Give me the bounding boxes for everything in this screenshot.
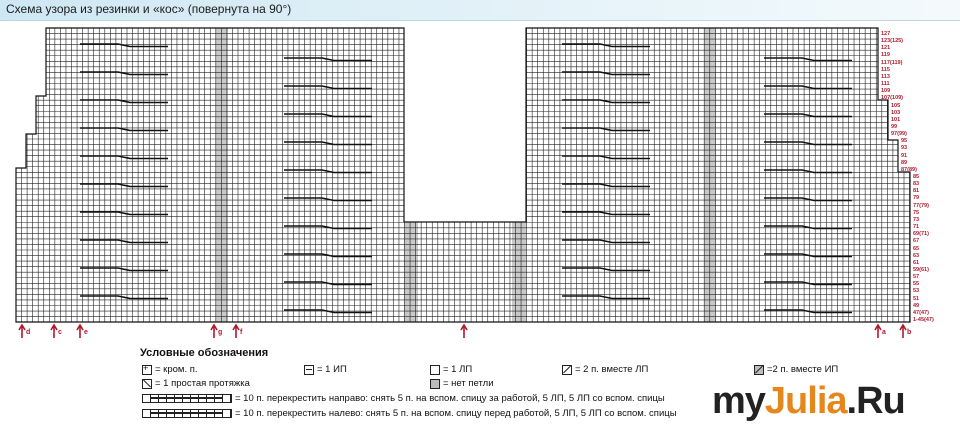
legend-text: = 10 п. перекрестить налево: снять 5 п. на вспом. спицу перед работой, 5 ЛП, 5 ЛП со вспом. спицы (235, 408, 677, 419)
row-number: 119 (881, 52, 890, 59)
legend-text: = 2 п. вместе ЛП (575, 364, 649, 375)
legend-item-no-stitch (430, 378, 494, 389)
knit-stitch-icon (430, 365, 440, 375)
logo-prefix: my (712, 380, 765, 422)
p2tog-icon (754, 365, 764, 375)
legend-text: = кром. п. (155, 364, 198, 375)
row-number: 123(125) (881, 38, 904, 45)
row-number: 77(79) (913, 202, 929, 209)
column-marker-label: a (882, 329, 886, 336)
cable-cross (764, 114, 852, 117)
row-number: 87(89) (901, 166, 917, 173)
column-marker-label: b (907, 329, 912, 336)
cable-cross (284, 226, 372, 229)
row-number: 55 (913, 281, 920, 288)
column-marker-label: g (218, 329, 223, 336)
row-number: 61 (913, 259, 920, 266)
cable-cross (764, 226, 852, 229)
legend-item-purl (304, 364, 347, 375)
row-number: 73 (913, 216, 920, 223)
logo-suffix: .Ru (846, 380, 905, 422)
row-number: 57 (913, 274, 920, 281)
column-arrow (51, 325, 57, 338)
row-number: 113 (881, 73, 890, 80)
row-number: 101 (891, 116, 901, 123)
row-number: 63 (913, 252, 920, 259)
row-number: 117(119) (881, 59, 903, 66)
row-number: 95 (901, 138, 908, 145)
k2tog-icon (562, 365, 572, 375)
row-number: 59(61) (913, 266, 929, 273)
legend-title: Условные обозначения (140, 347, 269, 359)
row-number: 83 (913, 181, 920, 188)
row-number: 79 (913, 195, 920, 202)
row-number: 91 (901, 152, 908, 159)
row-number: 121 (881, 45, 891, 52)
cable-cross (284, 114, 372, 117)
cable-cross (562, 184, 650, 187)
row-number: 111 (881, 81, 890, 88)
row-number: 53 (913, 288, 920, 295)
cable-cross (562, 128, 650, 131)
logo-accent: Julia (764, 380, 847, 422)
row-number: 85 (913, 174, 920, 180)
legend-item-edge (142, 364, 198, 375)
row-number: 69(71) (913, 231, 929, 238)
cable-cross (764, 86, 852, 89)
column-arrow (900, 325, 906, 338)
row-number: 103 (891, 109, 901, 116)
column-arrow (77, 325, 83, 338)
legend-text: =2 п. вместе ИП (767, 364, 839, 375)
column-marker-label: f (240, 329, 243, 336)
row-number: 1-45(47) (913, 317, 934, 323)
row-number: 49 (913, 302, 920, 309)
column-arrow (461, 325, 467, 338)
edge-stitch-icon (142, 365, 152, 375)
slip-pass-icon (142, 379, 152, 389)
column-arrow (211, 325, 217, 338)
cable-right-icon (142, 394, 232, 403)
watermark-logo (712, 380, 905, 423)
row-number: 75 (913, 209, 920, 216)
column-arrow (233, 325, 239, 338)
cable-cross (562, 156, 650, 159)
legend-text: = нет петли (443, 378, 494, 389)
row-number: 99 (891, 123, 898, 130)
row-number: 89 (901, 159, 908, 166)
chart-title: Схема узора из резинки и «кос» (повернута на 90°) (6, 2, 292, 16)
legend-item-knit (430, 364, 472, 375)
column-arrow (875, 325, 881, 338)
legend-item-k2tog (562, 364, 648, 375)
legend-item-p2tog (754, 364, 838, 375)
cable-cross (284, 142, 372, 145)
cable-cross (284, 58, 372, 61)
column-marker-label: e (84, 329, 88, 336)
legend-text: = 1 ЛП (443, 364, 473, 375)
cable-left-icon (142, 409, 232, 418)
cable-cross (764, 58, 852, 61)
row-number: 105 (891, 102, 901, 109)
legend-item-skpo (142, 378, 250, 389)
row-number: 67 (913, 238, 920, 245)
legend-text: = 1 простая протяжка (155, 378, 250, 389)
row-number: 109 (881, 88, 891, 95)
row-number: 65 (913, 245, 920, 252)
cable-cross (562, 296, 650, 299)
row-number: 47(47) (913, 309, 929, 316)
row-number: 127 (881, 31, 891, 37)
column-marker-label: d (26, 329, 31, 336)
cable-cross (562, 212, 650, 215)
row-number: 115 (881, 66, 890, 73)
row-number: 71 (913, 224, 920, 231)
row-number: 81 (913, 188, 920, 195)
row-number: 51 (913, 295, 920, 302)
column-arrow (19, 325, 25, 338)
legend-item-cable-right (142, 393, 665, 404)
row-number: 93 (901, 145, 908, 152)
row-number: 97(99) (891, 131, 907, 138)
cable-cross (562, 268, 650, 271)
cable-cross (284, 86, 372, 89)
legend-text: = 10 п. перекрестить направо: снять 5 п. на вспом. спицу за работой, 5 ЛП, 5 ЛП со вспом. спицы (235, 393, 665, 404)
row-number: 107(109) (881, 95, 904, 102)
legend-text: = 1 ИП (317, 364, 347, 375)
cable-cross (562, 240, 650, 243)
cable-cross (764, 142, 852, 145)
legend-item-cable-left (142, 408, 677, 419)
column-marker-label: c (58, 329, 62, 336)
chart-grid (16, 28, 910, 322)
no-stitch-icon (430, 379, 440, 389)
purl-stitch-icon (304, 365, 314, 375)
